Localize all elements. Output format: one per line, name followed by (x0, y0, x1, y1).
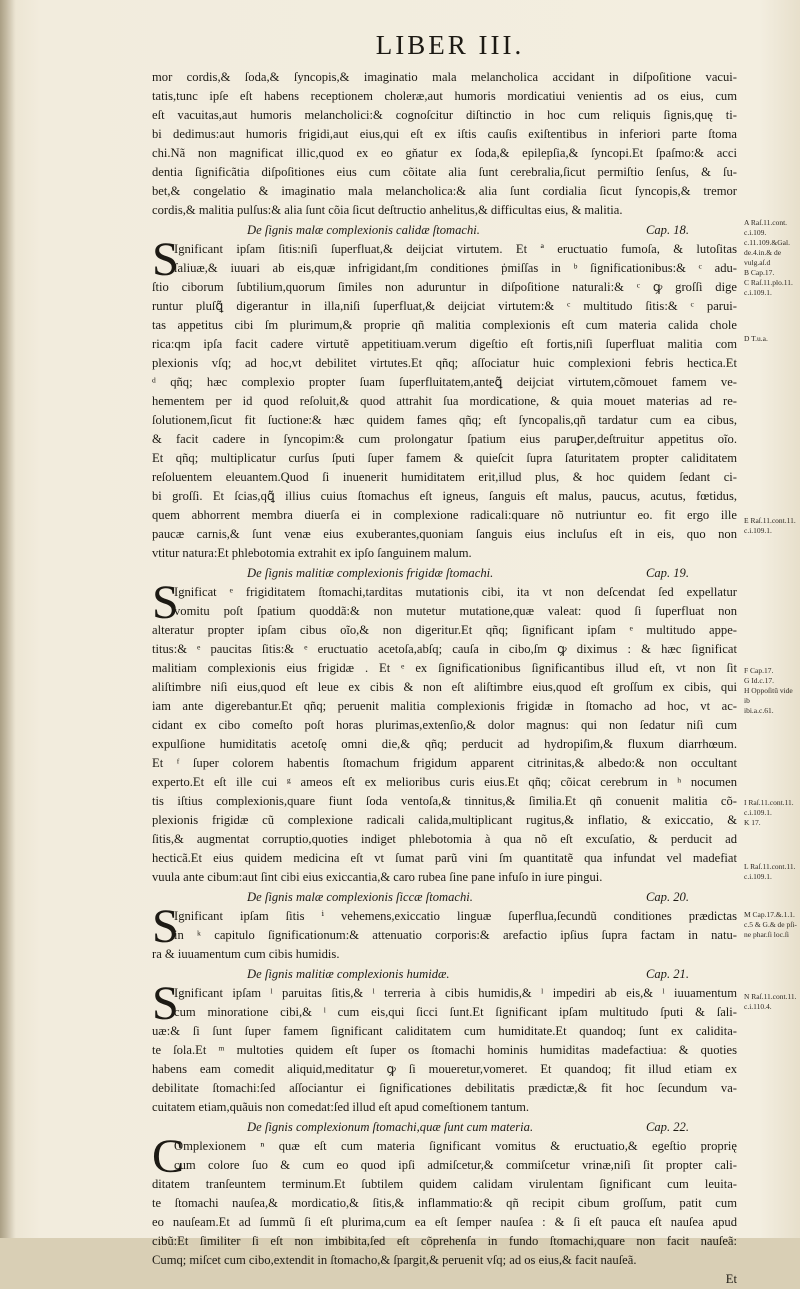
margin-note-i (744, 798, 800, 828)
margin-note-line: ne phar.ſi loc.ſi (744, 930, 789, 939)
text-line: vuula ante cibum:aut ſint cibi eius exiccantia,& caro rubea ſine pane infuſo in iure pingui. (152, 870, 603, 884)
section-heading-18 (152, 220, 737, 240)
margin-note-e (744, 516, 800, 536)
margin-note-line: ibi.a.c.61. (744, 706, 774, 715)
chapter-number-20: Cap. 20. (645, 890, 689, 904)
section-title-19: De ſignis malitiæ complexionis frigidæ ſtomachi. (247, 566, 494, 580)
margin-note-line: B Cap.17. (744, 268, 775, 277)
text-line: ſtio ciborum ſubtilium,quorum ſimiles non aduruntur in diſpoſitione naturali:& ᶜ ꝙ groſſi dige (152, 280, 737, 294)
text-line: tatis,tunc ipſe eſt habens receptionem choleræ,aut humoris mordicatiui venientis ad os eius, cum (152, 89, 737, 103)
section-heading-21 (152, 964, 737, 984)
text-line: & facit cadere in ſyncopim:& cum prolongatur ſpatium eius paruꝑer,deſtruitur appetitus oĩo. (152, 432, 737, 446)
text-line: cum minoratione cibi,& ˡ cum eis,qui ſicci ſunt.Et ſignificant ipſam multitudo ſputi & ſali- (174, 1005, 737, 1019)
text-line: Cumq; miſcet cum cibo,extendit in ſtomacho,& ſpargit,& peruenit vſq; ad os eius,& facit nauſeã. (152, 1253, 637, 1267)
text-line: expulſione humiditatis acetoſę omni die,& qñq; perducit ad hydropiſim,& fluxum diarrhœum. (152, 737, 737, 751)
text-line: ᵈ qñq; hæc complexio propter ſuam ſuperfluitatem,anteꝗ̃ deijciat virtutem,cõmouet famem ve- (152, 375, 737, 389)
section-body-20 (152, 900, 737, 964)
text-line: bet,& congelatio & imaginatio mala melancholica:& alia ſunt cordialia ſicut ſyncopis,& tremor (152, 184, 737, 198)
text-line: Ignificant ipſam ſitis:niſi ſuperfluat,& deijciat virtutem. Et ª eructuatio fumoſa, & lutoſitas (174, 242, 737, 256)
section-body-22 (152, 1130, 737, 1270)
text-line: aliſtimbre niſi eius,quod eſt leue ex cibis & non eſt aliſtimbre eius,quod eſt groſſum ex cibis, qui (152, 680, 737, 694)
margin-note-d: D T.u.a. (744, 334, 768, 343)
margin-note-line: c.i.109.1. (744, 808, 772, 817)
margin-note-f (744, 666, 800, 716)
text-line: eſt vacuitas,aut humoris melancholici:& cognoſcitur diſtinctio in hoc cum reliquis ſignis,quę ti- (152, 108, 737, 122)
text-line: reſoluentem eleuantem.Quod ſi inuenerit humiditatem erit,illud plus, & hoc quidem ſedant ci- (152, 470, 737, 484)
text-line: cuitatem etiam,quãuis non comedat:ſed illud eſt apud comeſtionem tantum. (152, 1100, 530, 1114)
margin-note-line: M Cap.17.&.1.1. (744, 910, 795, 919)
section-title-18: De ſignis malæ complexionis calidæ ſtomachi. (247, 223, 480, 237)
text-line: cibũ:Et ſimiliter ſi eſt non imbibita,ſed eſt cõprehenſa in fundo ſtomachi,quare non facit nauſeã: (152, 1234, 737, 1248)
chapter-number-21: Cap. 21. (645, 967, 689, 981)
text-line: tis iſtius complexionis,quare fiunt ſoda ventoſa,& tinnitus,& ſimilia.Et qñ conuenit malitia cõ- (152, 794, 737, 808)
margin-note-line: c.i.110.4. (744, 1002, 772, 1011)
binding-shadow (0, 0, 16, 1238)
margin-note-line: F Cap.17. (744, 666, 774, 675)
margin-note-line: N Raſ.11.cont.11. (744, 992, 797, 1001)
drop-capital: S (152, 233, 179, 286)
text-line: Ignificat ᵉ frigiditatem ſtomachi,tarditas mutationis cibi, ita vt non deſcendat ſed expellatur (174, 585, 737, 599)
margin-note-line: K 17. (744, 818, 761, 827)
chapter-number-19: Cap. 19. (645, 566, 689, 580)
section-body-18 (152, 233, 737, 563)
margin-note-m (744, 910, 800, 940)
text-line: cidant ex cibo comeſto poſt horas plurimas,extenſio,& dolor magnus: qui non ſedatur niſi cum (152, 718, 737, 732)
text-line: ditatem tranſeuntem terminum.Et ſubtilem quidem calidam virulentam ſignificant cum leuita- (152, 1177, 737, 1191)
text-line: in ᵏ capitulo ſignificationum:& attenuatio corporis:& arefactio ipſius ſupra factam in natu- (174, 928, 737, 942)
margin-note-line: H Oppoſitũ vide ib (744, 686, 793, 705)
margin-note-a (744, 218, 800, 298)
text-line: Et qñq; multiplicatur curſus ſputi ſuper famem & quieſcit ſupra ſaturitatem propter caliditatem (152, 451, 737, 465)
text-line: Omplexionem ⁿ quæ eſt cum materia ſignificant vomitus & eructuatio,& egeſtio proprię (174, 1139, 737, 1153)
text-line: cordis,& malitia pulſus:& alia ſunt cõia ſicut deſtructio anhelitus,& difficultas eius, & malitia. (152, 203, 623, 217)
text-line: bi dedimus:aut humoris frigidi,aut eius,qui eſt ex iſtis cauſis exiſtentibus in inferiori parte ſtoma (152, 127, 737, 141)
text-line: rica:qm ipſa facit cadere virtutẽ appetitiuam.verum digeſtio eſt fortis,niſi ſuperfluat malitia com (152, 337, 737, 351)
margin-note-line: vulg.aſ.d (744, 258, 771, 267)
opening-paragraph (152, 68, 737, 220)
text-line: cum colore ſuo & cum eo quod ipſi admiſcetur,& commiſcetur vrinæ,niſi ſit propter cali- (174, 1158, 737, 1172)
text-line: Ignificant ipſam ˡ paruitas ſitis,& ˡ terreria à cibis humidis,& ˡ impediri ab eis,& ˡ iuuamentum (174, 986, 737, 1000)
section-heading-22 (152, 1117, 737, 1137)
text-line: malitiam complexionis eius frigidæ . Et ᵉ ex ſignificationibus ſignificantibus illud eſt, vt non ſit (152, 661, 737, 675)
text-line: experto.Et eſt ille cui ᵍ ameos eſt ex melioribus curis eius.Et qñq; cõicat cerebrum in ʰ nocumen (152, 775, 737, 789)
text-line: iam ante digerebantur.Et qñq; peruenit malitia complexionis frigidæ in ſtomacho ad hoc, vt ac- (152, 699, 737, 713)
text-line: Et ᶠ ſuper colorem habentis ſtomachum frigidum apparent citrinitas,& albedo:& non occultant (152, 756, 737, 770)
text-line: hementem per id quod reſoluit,& quod attrahit ſua mordicatione, & quia mouet materias ad re- (152, 394, 737, 408)
chapter-number-22: Cap. 22. (645, 1120, 689, 1134)
margin-note-line: L Raſ.11.cont.11. (744, 862, 796, 871)
margin-note-line: A Raſ.11.cont. (744, 218, 788, 227)
margin-note-line: c.i.109.1. (744, 288, 772, 297)
section-body-21 (152, 977, 737, 1117)
chapter-number-18: Cap. 18. (645, 223, 689, 237)
text-line: uæ:& ſi ſunt ſuper famem ſignificant caliditatem cum humiditate.Et quandoq; ſunt ex calidita- (152, 1024, 737, 1038)
margin-note-line: c.11.109.&Gal. (744, 238, 790, 247)
margin-note-line: E Raſ.11.cont.11. (744, 516, 796, 525)
text-line: titus:& ᵉ paucitas ſitis:& ᵉ eructuatio acetoſa,abſq; cauſa in cibo,ſm ꝙ diximus : & hæc ſignificat (152, 642, 737, 656)
text-line: hecticã.Et eius quidem medicina eſt vt ſumat parũ vini ſm quantitatẽ qua infundat vel madefiat (152, 851, 737, 865)
margin-note-line: I Raſ.11.cont.11. (744, 798, 794, 807)
margin-note-line: G Id.c.17. (744, 676, 774, 685)
text-line: vomitu poſt ſpatium quoddã:& non mutetur mutatione,quæ valeat: quod ſi ſuperfluat non (174, 604, 737, 618)
drop-capital: S (152, 576, 179, 629)
drop-capital: S (152, 900, 179, 953)
text-line: quem abhorrent membra diuerſa ei in complexione radicali:quare nõ nutriuntur eo. fit ergo ille (152, 508, 737, 522)
text-line: mor cordis,& ſoda,& ſyncopis,& imaginatio mala melancholica accidant in diſpoſitione vacui- (152, 70, 737, 84)
drop-capital: S (152, 977, 179, 1030)
section-body-19 (152, 576, 737, 887)
text-line: te ſtomachi nauſea,& mordicatio,& ſitis,& inflammatio:& qñ recipit cibum groſſum, patit cum (152, 1196, 737, 1210)
margin-note-line: c.i.109.1. (744, 872, 772, 881)
text-line: ra & iuuamentum cum cibis humidis. (152, 947, 340, 961)
text-line: debilitate ſtomachi:ſed aſſociantur ei ſignificationes debilitatis prædictæ,& fit hoc ſecundum va- (152, 1081, 737, 1095)
margin-note-line: c.i.109. (744, 228, 767, 237)
drop-capital: C (152, 1130, 185, 1183)
text-line: tas appetitus cibi ſm plurimum,& proprie qñ malitia complexionis eſt cum materia calida chole (152, 318, 737, 332)
text-line: vtitur natura:Et phlebotomia extrahit ex ipſo ſanguinem malum. (152, 546, 472, 560)
margin-note-line: c.5 & G.& de pſi- (744, 920, 797, 929)
text-line: chi.Nã non magnificat illic,quod ex eo gňatur ex ſoda,& epilepſia,& ſyncopi.Et ſpaſmo:& acci (152, 146, 737, 160)
text-line: habens eam comedit aliquid,meditatur ꝙ ſi moueretur,vomeret. Et quandoq; fit illud etiam ex (152, 1062, 737, 1076)
text-line: dentia ſignificãtia diſpoſitiones eius cum cõitate alia ſunt cerebralia,ſicut permiſtio ſenſus, & ſu- (152, 165, 737, 179)
section-title-22: De ſignis complexionum ſtomachi,quæ ſunt cum materia. (247, 1120, 534, 1134)
text-line: ſaliuæ,& iuuari ab eis,quæ infrigidant,ſm conditiones ṗmiſſas in ᵇ ſignificationibus:& ᶜ adu- (174, 261, 737, 275)
catchword: Et (725, 1272, 737, 1286)
main-text-column (152, 68, 737, 1289)
text-line: paucæ carnis,& ſunt venæ eius exuberantes,quoniam ſanguis eius incluſus eſt in eis, quo non (152, 527, 737, 541)
margin-note-n (744, 992, 800, 1012)
text-line: ſitis,& augmentat corruptio,quoties indiget phlebotomia à qua nõ eſt excuſatio, & perducit ad (152, 832, 737, 846)
text-line: alteratur propter ipſam cibus oĩo,& non digeritur.Et qñq; ſignificant ipſam ᵉ multitudo appe- (152, 623, 737, 637)
text-line: plexionis frigidæ cũ complexione radicali calida,multiplicant rugitus,& inflatio, & exiccatio, & (152, 813, 737, 827)
section-title-20: De ſignis malæ complexionis ſiccæ ſtomachi. (247, 890, 473, 904)
margin-note-line: c.i.109.1. (744, 526, 772, 535)
text-line: bi groſſi. Et ſcias,qꝗ̃ illius cuius ſtomachus eſt igneus, ſanguis eſt malus, paucus, acutus, fœtidus, (152, 489, 737, 503)
text-line: eo nauſeam.Et ad ſummũ ſi eſt plurima,cum ea eſt ſemper nauſea : & ſi eſt pauca eſt nauſea apud (152, 1215, 737, 1229)
running-title: LIBER III. (375, 30, 525, 60)
margin-note-line: C Raſ.11.plo.11. (744, 278, 793, 287)
text-line: ſolutionem,ſicut fit ſuctione:& hæc quidem fames qñq; eſt ſyncopalis,qñ tardatur cum ea cibus, (152, 413, 737, 427)
margin-note-l (744, 862, 800, 882)
section-heading-19 (152, 563, 737, 583)
section-title-21: De ſignis malitiæ complexionis humidæ. (247, 967, 450, 981)
text-line: Ignificant ipſam ſitis ⁱ vehemens,exiccatio linguæ ſuperflua,ſecundũ conditiones prædictas (174, 909, 737, 923)
section-heading-20 (152, 887, 737, 907)
margin-note-line: de.4.in.& de (744, 248, 782, 257)
text-line: plexionis vſq; ad hoc,vt debilitet virtutes.Et qñq; aſſociatur huic complexioni febris hectica.Et (152, 356, 737, 370)
text-line: te ſola.Et ᵐ multoties quidem eſt ſuper os ſtomachi hominis humiditas madefactiua: & quoties (152, 1043, 737, 1057)
text-line: runtur pluſꝗ̃ digerantur in illa,niſi ſuperfluat,& deijciat virtutem:& ᶜ multitudo ſitis:& ᶜ parui- (152, 299, 737, 313)
